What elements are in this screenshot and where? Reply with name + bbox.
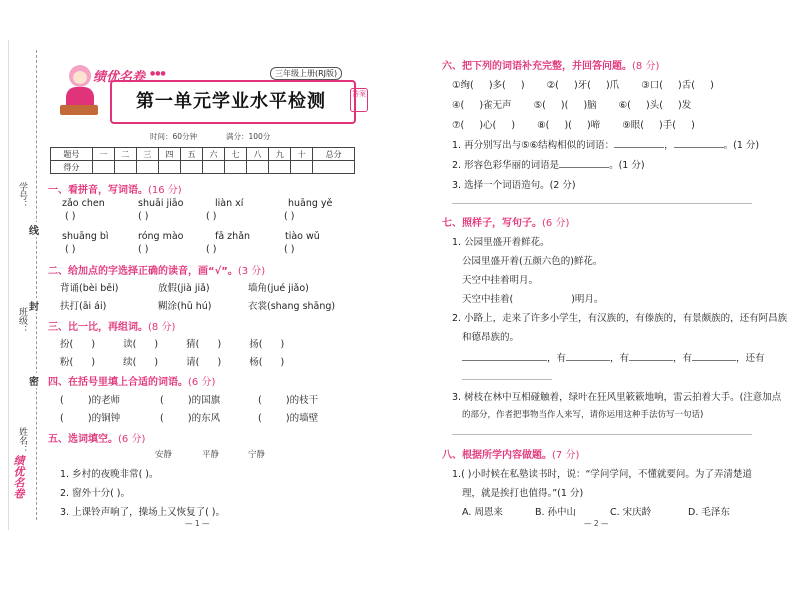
option-a[interactable]: A. 周恩来 — [462, 507, 503, 518]
score-input-cell[interactable] — [180, 161, 202, 174]
page-number-left: — 1 — — [185, 519, 210, 528]
binding-label-name: 姓名： — [17, 427, 27, 454]
pinyin-7: fā zhǎn — [215, 231, 251, 242]
pinyin-4: huāng yě — [288, 198, 333, 209]
score-input-cell[interactable] — [136, 161, 158, 174]
answer-parens[interactable]: ( ) — [206, 211, 217, 222]
binding-seal-line: 线 — [29, 222, 39, 237]
edition-badge: 三年级上册(RJ版) — [270, 67, 342, 80]
score-input-cell[interactable] — [269, 161, 291, 174]
sec6-question-2[interactable]: 2. 形容色彩华丽的词语是 。(1 分) — [452, 160, 645, 171]
score-table-header-row — [51, 148, 355, 161]
pinyin-5: shuāng bì — [62, 231, 109, 242]
sec5-question-3[interactable]: 3. 上课铃声响了，操场上又恢复了( )。 — [60, 507, 226, 518]
section-2-title: 二、给加点的字选择正确的读音，画“√”。(3 分) — [48, 266, 266, 277]
score-input-cell[interactable] — [247, 161, 269, 174]
binding-seal-seal: 封 — [29, 298, 39, 313]
answer-stamp: 答案 — [350, 88, 368, 112]
reading-choice[interactable]: 衣裳(shang shāng) — [248, 301, 336, 312]
idiom-row-1[interactable]: ①绚( )多( ) ②( )牙( )爪 ③口( )舌( ) — [452, 80, 714, 91]
reading-choice[interactable]: 放假(jià jiǎ) — [158, 283, 210, 294]
sec7-question-2: 2. 小路上，走来了许多小学生，有汉族的，有傣族的，有景颇族的，还有阿昌族 — [452, 313, 788, 324]
word-option: 安静 — [155, 450, 173, 460]
answer-parens[interactable]: ( ) — [284, 244, 295, 255]
binding-line — [36, 50, 37, 520]
sec7-fill-2[interactable]: ，有 ，有 ，有 ，还有 — [462, 350, 765, 364]
score-input-cell[interactable] — [158, 161, 180, 174]
answer-parens[interactable]: ( ) — [65, 211, 76, 222]
score-cell: 九 — [269, 148, 291, 161]
score-cell: 二 — [114, 148, 136, 161]
sec8-question-1[interactable]: 1.( )小时候在私塾读书时，说：“学问学问，不懂就要问。为了弄清楚道 — [452, 469, 752, 480]
reading-choice[interactable]: 糊涂(hū hú) — [158, 301, 212, 312]
word-option: 平静 — [202, 450, 220, 460]
sec7-example-1: 1. 公园里盛开着鲜花。 — [452, 237, 550, 248]
brand-logo-side: 绩优名卷 — [12, 455, 25, 499]
answer-parens[interactable]: ( ) — [206, 244, 217, 255]
score-cell: 七 — [225, 148, 247, 161]
score-cell: 三 — [136, 148, 158, 161]
sec5-question-2[interactable]: 2. 窗外十分( )。 — [60, 488, 131, 499]
fill-word-item[interactable]: ( )的国旗 — [160, 395, 221, 406]
word-option: 宁静 — [248, 450, 266, 460]
score-cell: 十 — [291, 148, 313, 161]
sec6-question-3: 3. 选择一个词语造句。(2 分) — [452, 180, 576, 191]
pinyin-2: shuāi jiāo — [138, 198, 184, 209]
exam-full-score: 满分：100分 — [226, 132, 271, 141]
score-input-cell[interactable] — [92, 161, 114, 174]
binding-seal-secret: 密 — [29, 373, 39, 388]
brand-dots: ●●● — [150, 70, 166, 77]
pinyin-1: zǎo chen — [62, 198, 105, 209]
sec8-question-1b: 理，就是挨打也值得。”(1 分) — [462, 488, 584, 499]
reading-choice[interactable]: 扶打(āi ái) — [60, 301, 107, 312]
reading-choice[interactable]: 墙角(jué jiǎo) — [248, 283, 309, 294]
fill-word-item[interactable]: ( )的铜钟 — [60, 413, 121, 424]
answer-line[interactable] — [452, 203, 752, 204]
score-cell: 题号 — [51, 148, 93, 161]
fill-word-item[interactable]: ( )的老师 — [60, 395, 121, 406]
score-table — [50, 147, 355, 174]
answer-parens[interactable]: ( ) — [138, 244, 149, 255]
score-cell: 得分 — [51, 161, 93, 174]
answer-line[interactable] — [452, 434, 752, 435]
binding-label-class: 班级： — [17, 307, 27, 334]
fill-word-item[interactable]: ( )的东风 — [160, 413, 221, 424]
sec7-question-3b: 的部分，作者把事物当作人来写，请你运用这种手法仿写一句话) — [462, 410, 704, 420]
fill-word-item[interactable]: ( )的枝干 — [258, 395, 319, 406]
score-cell: 八 — [247, 148, 269, 161]
section-5-title: 五、选词填空。(6 分) — [48, 434, 146, 445]
section-7-title: 七、照样子，写句子。(6 分) — [442, 218, 570, 229]
option-d[interactable]: D. 毛泽东 — [688, 507, 730, 518]
binding-label-id: 学号： — [17, 182, 27, 209]
score-input-cell[interactable] — [114, 161, 136, 174]
score-table-score-row — [51, 161, 355, 174]
answer-parens[interactable]: ( ) — [65, 244, 76, 255]
score-input-cell[interactable] — [202, 161, 224, 174]
idiom-row-3[interactable]: ⑦( )心( ) ⑧( )( )啼 ⑨眼( )手( ) — [452, 120, 695, 131]
sec7-question-3: 3. 树枝在林中互相碰触着，绿叶在狂风里簌簌地响，雷云拍着大手。(注意加点 — [452, 392, 782, 403]
score-input-cell[interactable] — [225, 161, 247, 174]
compare-word-row-2[interactable]: 粉( ) 续( ) 请( ) 杨( ) — [60, 357, 285, 368]
score-cell: 一 — [92, 148, 114, 161]
score-cell: 总分 — [313, 148, 355, 161]
answer-parens[interactable]: ( ) — [284, 211, 295, 222]
score-input-cell[interactable] — [291, 161, 313, 174]
sec5-question-1[interactable]: 1. 乡村的夜晚非常( )。 — [60, 469, 159, 480]
idiom-row-2[interactable]: ④( )雀无声 ⑤( )( )脑 ⑥( )头( )发 — [452, 100, 692, 111]
sec7-fill-1[interactable]: 天空中挂着( )明月。 — [462, 294, 604, 305]
sec6-question-1[interactable]: 1. 再分别写出与⑤⑥结构相似的词语： ， 。(1 分) — [452, 140, 760, 151]
sec7-example-1b: 公园里盛开着(五颜六色的)鲜花。 — [462, 256, 603, 267]
fill-word-item[interactable]: ( )的墙壁 — [258, 413, 319, 424]
section-1-title: 一、看拼音，写词语。(16 分) — [48, 185, 182, 196]
page-title: 第一单元学业水平检测 — [136, 91, 326, 112]
section-3-title: 三、比一比，再组词。(8 分) — [48, 322, 176, 333]
score-cell: 六 — [202, 148, 224, 161]
score-cell: 五 — [180, 148, 202, 161]
score-cell: 四 — [158, 148, 180, 161]
sec7-question-2b: 和德昂族的。 — [462, 332, 520, 343]
pinyin-6: róng mào — [138, 231, 184, 242]
brand-logo: 绩优名卷 — [93, 70, 146, 85]
score-input-cell[interactable] — [313, 161, 355, 174]
section-8-title: 八、根据所学内容做题。(7 分) — [442, 450, 580, 461]
compare-word-row-1[interactable]: 扮( ) 读( ) 猜( ) 扬( ) — [60, 339, 285, 350]
answer-line[interactable] — [462, 379, 552, 380]
reading-choice[interactable]: 背诵(bèi bēi) — [60, 283, 119, 294]
option-b[interactable]: B. 孙中山 — [535, 507, 577, 518]
option-c[interactable]: C. 宋庆龄 — [610, 507, 652, 518]
exam-time: 时间：60分钟 — [150, 132, 198, 141]
section-6-title: 六、把下列的词语补充完整，并回答问题。(8 分) — [442, 61, 660, 72]
answer-parens[interactable]: ( ) — [138, 211, 149, 222]
sec7-example-1c: 天空中挂着明月。 — [462, 275, 539, 286]
page-number-right: — 2 — — [584, 519, 609, 528]
section-4-title: 四、在括号里填上合适的词语。(6 分) — [48, 377, 216, 388]
pinyin-8: tiào wǔ — [285, 231, 320, 242]
pinyin-3: liàn xí — [215, 198, 244, 209]
